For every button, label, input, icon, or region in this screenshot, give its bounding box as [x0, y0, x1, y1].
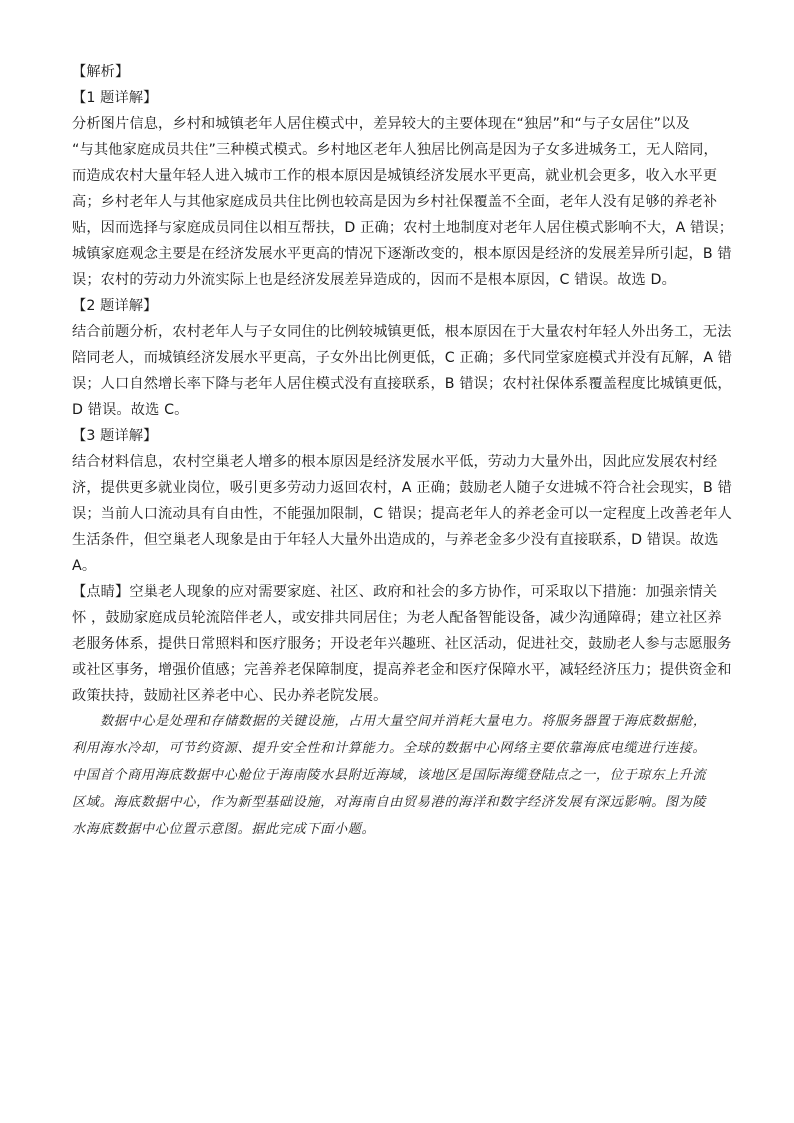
pointer-line: 老服务体系，提供日常照料和医疗服务；开设老年兴趣班、社区活动，促进社交，鼓励老人参与志愿服务 — [72, 636, 732, 652]
pointer-line: 政策扶持，鼓励社区养老中心、民办养老院发展。 — [72, 688, 388, 704]
q1-line: 高；乡村老年人与其他家庭成员共住比例也较高是因为乡村社保覆盖不全面，老年人没有足够的养老补 — [72, 194, 718, 210]
q3-line: 生活条件，但空巢老人现象是由于年轻人大量外出造成的，与养老金多少没有直接联系，D 错误。故选 — [72, 532, 719, 548]
q2-line: 结合前题分析，农村老年人与子女同住的比例较城镇更低，根本原因在于大量农村年轻人外出务工，无法 — [72, 324, 732, 340]
q1-line: 贴，因而选择与家庭成员同住以相互帮扶，D 正确；农村土地制度对老年人居住模式影响不大，A 错误； — [72, 220, 734, 236]
q3-line: 误；当前人口流动具有自由性，不能强加限制，C 错误；提高老年人的养老金可以一定程度上改善老年人 — [72, 506, 732, 522]
q2-line: 误；人口自然增长率下降与老年人居住模式没有直接联系，B 错误；农村社保体系覆盖程度比城镇更低， — [72, 376, 732, 392]
pointer-line: 【点睛】空巢老人现象的应对需要家庭、社区、政府和社会的多方协作，可采取以下措施：加强亲情关 — [72, 584, 718, 600]
q1-line: 分析图片信息，乡村和城镇老年人居住模式中，差异较大的主要体现在“独居”和“与子女居住”以及 — [72, 116, 690, 132]
material-line: 利用海水冷却，可节约资源、提升安全性和计算能力。全球的数据中心网络主要依靠海底电缆进行连接。 — [72, 741, 707, 756]
material-line: 区域。海底数据中心，作为新型基础设施，对海南自由贸易港的海洋和数字经济发展有深远影响。图为陵 — [72, 795, 707, 810]
q3-explanation — [72, 452, 732, 576]
document-page — [72, 62, 734, 847]
q1-explanation — [72, 114, 734, 290]
q1-line: 而造成农村大量年轻人进入城市工作的根本原因是城镇经济发展水平更高，就业机会更多，收入水平更 — [72, 168, 718, 184]
q1-line: “与其他家庭成员共住”三种模式模式。乡村地区老年人独居比例高是因为子女多进城务工，无人陪同， — [72, 142, 718, 158]
q1-heading: 【1 题详解】 — [72, 90, 158, 106]
material-line: 中国首个商用海底数据中心舱位于海南陵水县附近海域，该地区是国际海缆登陆点之一，位于琼东上升流 — [72, 768, 707, 783]
q3-heading: 【3 题详解】 — [72, 428, 158, 444]
pointer-line: 或社区事务，增强价值感；完善养老保障制度，提高养老金和医疗保障水平，减轻经济压力；提供资金和 — [72, 662, 732, 678]
material-line: 数据中心是处理和存储数据的关键设施，占用大量空间并消耗大量电力。将服务器置于海底数据舱， — [100, 714, 707, 729]
material-paragraph — [72, 712, 722, 840]
q1-line: 城镇家庭观念主要是在经济发展水平更高的情况下逐渐改变的，根本原因是经济的发展差异所引起，B 错 — [72, 246, 732, 262]
q2-explanation — [72, 322, 733, 420]
q3-line: 结合材料信息，农村空巢老人增多的根本原因是经济发展水平低，劳动力大量外出，因此应发展农村经 — [72, 454, 718, 470]
q3-line: A。 — [72, 558, 97, 574]
q2-heading: 【2 题详解】 — [72, 298, 158, 314]
analysis-heading: 【解析】 — [72, 64, 130, 80]
pointer-section — [72, 582, 732, 706]
q2-line: 陪同老人，而城镇经济发展水平更高，子女外出比例更低，C 正确；多代同堂家庭模式并没有瓦解，A 错 — [72, 350, 733, 366]
q1-line: 误；农村的劳动力外流实际上也是经济发展差异造成的，因而不是根本原因，C 错误。故选 D。 — [72, 272, 676, 288]
q2-line: D 错误。故选 C。 — [72, 402, 189, 418]
material-line: 水海底数据中心位置示意图。据此完成下面小题。 — [72, 822, 376, 837]
pointer-line: 怀 ，鼓励家庭成员轮流陪伴老人，或安排共同居住；为老人配备智能设备，减少沟通障碍；建立社区养 — [72, 610, 722, 626]
q3-line: 济，提供更多就业岗位，吸引更多劳动力返回农村，A 正确；鼓励老人随子女进城不符合社会现实，B 错 — [72, 480, 732, 496]
